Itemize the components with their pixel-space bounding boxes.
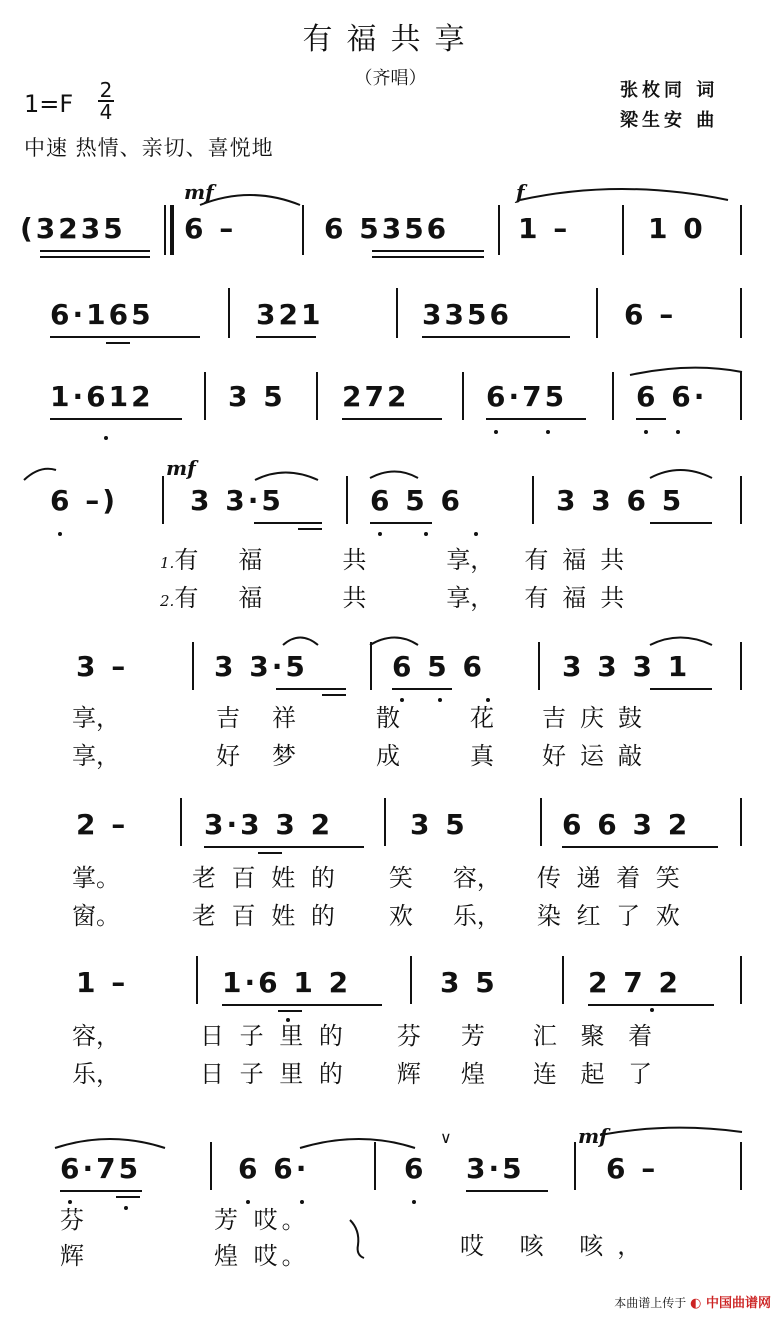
upload-note: 本曲谱上传于 [614, 1296, 687, 1310]
low-octave-dot [412, 1200, 416, 1204]
low-octave-dot [650, 1008, 654, 1012]
barline [538, 642, 540, 690]
underline [60, 1190, 142, 1192]
notes-row8-seg1: 6·75 [60, 1152, 142, 1185]
lyric: 容， [452, 864, 501, 892]
low-octave-dot [378, 532, 382, 536]
barline [540, 798, 542, 846]
breath-mark: ∨ [440, 1128, 452, 1147]
notes-row3-seg4: 6·75 [486, 380, 568, 413]
lyric: 窗。 [72, 902, 120, 930]
underline [298, 528, 322, 530]
notes-row1-seg1: (3235 [20, 212, 126, 245]
lyric: 连 起 了 [532, 1060, 661, 1088]
lyric: 福 [238, 584, 263, 612]
lyric: 传 递 着 笑 [536, 864, 684, 892]
notes-row1-seg2: 6 – [184, 212, 237, 245]
underline [650, 522, 712, 524]
lyric: 日 子 里 的 [200, 1060, 347, 1088]
notes-row5-seg4: 3 3 3 1 [562, 650, 691, 683]
lyrics-verse1-row8 [60, 1200, 310, 1235]
underline [650, 688, 712, 690]
lyric: 花 [470, 704, 494, 732]
lyric: 真 [470, 742, 494, 770]
lyric: 芬 [60, 1206, 84, 1234]
dynamic-f: f [516, 180, 525, 204]
underline [422, 336, 570, 338]
notes-row4-seg3: 6 5 6 [370, 484, 463, 517]
lyric: 容， [72, 1022, 120, 1050]
lyric: 有 [174, 546, 199, 574]
lyric: 梦 [272, 742, 296, 770]
dynamic-mf: mf [578, 1124, 608, 1148]
underline [50, 336, 200, 338]
notes-row4-seg2: 3 3·5 [190, 484, 284, 517]
lyric: 欢 [388, 902, 413, 930]
notes-row5-seg1: 3 – [76, 650, 129, 683]
lyric: 共 [342, 584, 367, 612]
low-octave-dot [104, 436, 108, 440]
underline [40, 256, 150, 258]
barline [740, 288, 742, 338]
notes-row2-seg4: 6 – [624, 298, 677, 331]
verse-number: 1. [160, 554, 175, 572]
barline [204, 372, 206, 420]
lyric: 日 子 里 的 [200, 1022, 347, 1050]
barline [740, 205, 742, 255]
site-name: 中国曲谱网 [705, 1296, 771, 1311]
key-signature: 1=F [24, 90, 74, 118]
underline [116, 1196, 140, 1198]
underline [256, 336, 316, 338]
lyric: 有福共 [524, 584, 639, 612]
notes-row6-seg1: 2 – [76, 808, 129, 841]
underline [486, 418, 586, 420]
low-octave-dot [676, 430, 680, 434]
footer [614, 1292, 771, 1311]
lyric: 笑 [388, 864, 413, 892]
tempo-marking: 中速 热情、亲切、喜悦地 [24, 136, 274, 160]
underline [372, 250, 484, 252]
notes-row6-seg3: 3 5 [410, 808, 468, 841]
low-octave-dot [644, 430, 648, 434]
lyric: 辉 [60, 1242, 84, 1270]
lyric: 乐， [72, 1060, 120, 1088]
barline [498, 205, 500, 255]
notes-row7-seg2: 1·6 1 2 [222, 966, 352, 999]
lyric: 吉 [216, 704, 240, 732]
lyrics-verse2-row4 [160, 578, 638, 613]
lyric: 老 百 姓 的 [192, 864, 339, 892]
notes-row3-seg1: 1·612 [50, 380, 154, 413]
underline [372, 256, 484, 258]
underline [562, 846, 718, 848]
notes-row8-seg4: 3·5 [466, 1152, 525, 1185]
lyric: 芳 哎。 [214, 1206, 310, 1234]
notes-row7-seg4: 2 7 2 [588, 966, 681, 999]
barline [370, 642, 372, 690]
notes-row8-seg5: 6 – [606, 1152, 659, 1185]
low-octave-dot [474, 532, 478, 536]
notes-row1-seg5: 1 0 [648, 212, 706, 245]
barline [316, 372, 318, 420]
site-logo-icon: ◐ [690, 1296, 702, 1311]
notes-row2-seg3: 3356 [422, 298, 512, 331]
low-octave-dot [546, 430, 550, 434]
repeat-barline [170, 205, 174, 255]
lyric: 吉庆鼓 [542, 704, 656, 732]
dynamic-mf: mf [184, 180, 214, 204]
barline [374, 1142, 376, 1190]
notes-row1-seg3: 6 5356 [324, 212, 450, 245]
lyric: 好 [216, 742, 240, 770]
barline [574, 1142, 576, 1190]
barline [396, 288, 398, 338]
barline [596, 288, 598, 338]
time-top: 2 [99, 78, 113, 102]
notes-row2-seg1: 6·165 [50, 298, 154, 331]
lyrics-verse1-row5 [72, 698, 656, 733]
lyric: 染 红 了 欢 [536, 902, 684, 930]
notes-row5-seg2: 3 3·5 [214, 650, 308, 683]
notes-row6-seg2: 3·3 3 2 [204, 808, 334, 841]
notes-row1-seg4: 1 – [518, 212, 571, 245]
lyric: 有福共 [524, 546, 639, 574]
lyric: 成 [376, 742, 400, 770]
lyric: 享， [72, 704, 120, 732]
verse-number: 2. [160, 592, 175, 610]
barline [532, 476, 534, 524]
lyric: 有 [174, 584, 199, 612]
notes-row3-seg5: 6 6· [636, 380, 708, 413]
barline [228, 288, 230, 338]
barline [302, 205, 304, 255]
barline [164, 205, 166, 255]
low-octave-dot [58, 532, 62, 536]
low-octave-dot [494, 430, 498, 434]
underline [204, 846, 364, 848]
underline [322, 694, 346, 696]
lyrics-verse1-row6 [72, 858, 684, 893]
lyric: 辉 [396, 1060, 421, 1088]
notes-row8-seg3: 6 [404, 1152, 427, 1185]
lyric: 芳 [460, 1022, 485, 1050]
composer-credit: 梁生安 曲 [620, 110, 719, 131]
underline [278, 1010, 302, 1012]
lyric: 掌。 [72, 864, 120, 892]
barline [740, 798, 742, 846]
lyrics-verse2-row5 [72, 736, 656, 771]
lyric: 享， [446, 584, 495, 612]
lyrics-verse1-row7 [72, 1016, 660, 1051]
lyric: 煌 [460, 1060, 485, 1088]
notes-row3-seg3: 272 [342, 380, 410, 413]
lyric: 共 [342, 546, 367, 574]
underline [342, 418, 442, 420]
time-bottom: 4 [99, 100, 113, 124]
barline [740, 372, 742, 420]
lyric: 散 [376, 704, 400, 732]
notes-row7-seg1: 1 – [76, 966, 129, 999]
notes-row4-seg4: 3 3 6 5 [556, 484, 685, 517]
notes-row8-seg2: 6 6· [238, 1152, 310, 1185]
notes-row2-seg2: 321 [256, 298, 324, 331]
lyric: 老 百 姓 的 [192, 902, 339, 930]
barline [562, 956, 564, 1004]
lyric: 好运敲 [542, 742, 656, 770]
notes-row5-seg3: 6 5 6 [392, 650, 485, 683]
notes-row3-seg2: 3 5 [228, 380, 286, 413]
barline [612, 372, 614, 420]
site-logo[interactable] [690, 1296, 771, 1311]
barline [740, 1142, 742, 1190]
lyric: 享， [446, 546, 495, 574]
lyric: 福 [238, 546, 263, 574]
lyrics-verse2-row7 [72, 1054, 660, 1089]
underline [258, 852, 282, 854]
lyric: 祥 [272, 704, 296, 732]
underline [222, 1004, 382, 1006]
dynamic-mf: mf [166, 456, 196, 480]
underline [636, 418, 666, 420]
barline [410, 956, 412, 1004]
barline [462, 372, 464, 420]
underline [254, 522, 322, 524]
barline [622, 205, 624, 255]
barline [180, 798, 182, 846]
barline [162, 476, 164, 524]
underline [588, 1004, 714, 1006]
subtitle: （齐唱） [354, 68, 427, 89]
barline [740, 476, 742, 524]
song-title: 有福共享 [302, 22, 479, 57]
lyric: 汇 聚 着 [532, 1022, 661, 1050]
underline [276, 688, 346, 690]
lyrics-verse1-row4 [160, 540, 638, 575]
underline [50, 418, 182, 420]
lyric: 享， [72, 742, 120, 770]
underline [106, 342, 130, 344]
barline [740, 642, 742, 690]
barline [196, 956, 198, 1004]
lyric: 煌 哎。 [214, 1242, 310, 1270]
barline [346, 476, 348, 524]
underline [392, 688, 452, 690]
barline [192, 642, 194, 690]
underline [40, 250, 150, 252]
lyrics-verse2-row6 [72, 896, 684, 931]
underline [370, 522, 432, 524]
lyrics-verse2-row8 [60, 1236, 310, 1271]
low-octave-dot [424, 532, 428, 536]
notes-row6-seg4: 6 6 3 2 [562, 808, 691, 841]
lyrics-tail: 哎 咳 咳， [460, 1232, 656, 1260]
notes-row4-seg1: 6 –) [50, 484, 119, 517]
barline [740, 956, 742, 1004]
barline [210, 1142, 212, 1190]
notes-row7-seg3: 3 5 [440, 966, 498, 999]
barline [384, 798, 386, 846]
lyric: 乐， [452, 902, 501, 930]
lyricist-credit: 张枚同 词 [620, 80, 719, 101]
underline [466, 1190, 548, 1192]
lyric: 芬 [396, 1022, 421, 1050]
